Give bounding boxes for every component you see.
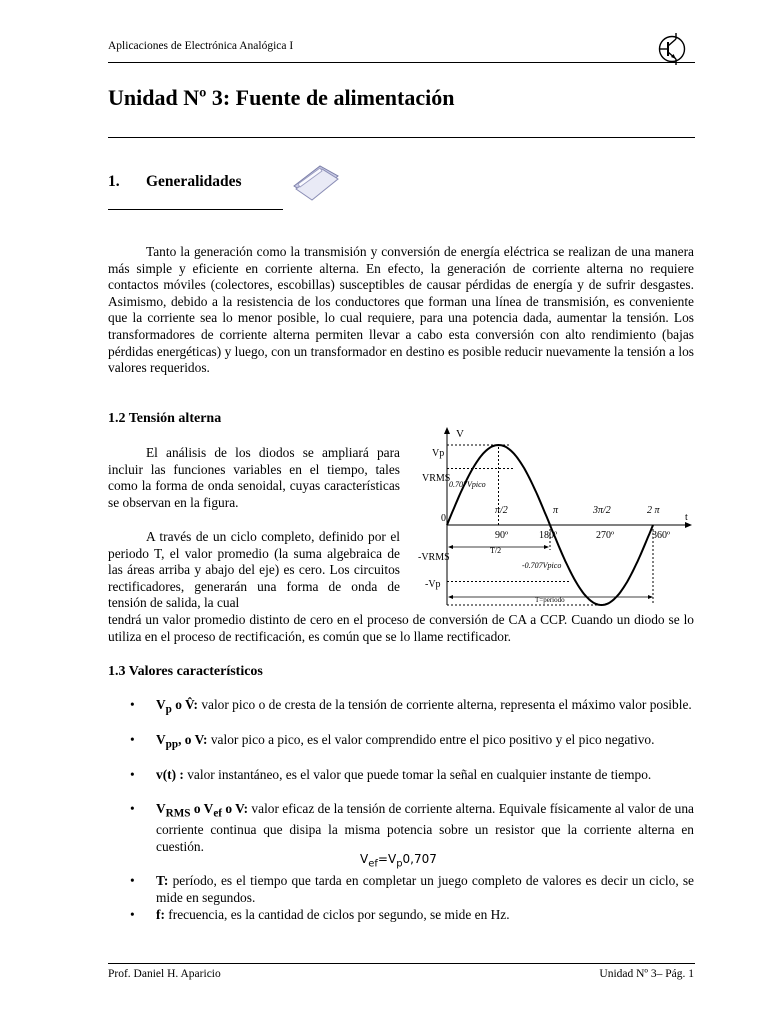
paragraph-ciclo <box>108 529 400 612</box>
pos-rms-annotation: 0.707Vpico <box>449 480 486 489</box>
folder-icon <box>290 162 342 207</box>
formula-vef: $V_{ef}=V_p0,707$ <box>360 852 437 870</box>
y-axis-arrow <box>444 427 450 434</box>
neg-vrms-label: -VRMS <box>418 552 450 563</box>
origin-label: 0 <box>441 513 446 524</box>
period-label: T=periodo <box>535 596 565 604</box>
intro-text: Tanto la generación como la transmisión y conversión de energía eléctrica se realizan de una manera más simple y eficiente en corriente alterna. En efecto, la generación de corriente alterna no requiere contactos móviles (colectores, escobillas) susceptibles de causar pérdidas de energía y de sufrir desgastes. Asimismo, debido a la resistencia de los conductores que forman una línea de transmisión, es conveniente que la corriente sea lo menor posible, lo cual requiere, para una potencia dada, aumentar la tensión. Los transformadores de corriente alterna permiten llevar a cabo esta conversión con alto rendimiento (bajas pérdidas energéticas) y luego, con un transformador en destino es posible reducir nuevamente la tensión a los valores requeridos. <box>108 244 694 376</box>
tick-label-3pi-half: 3π/2 <box>593 505 611 516</box>
section-number: 1. <box>108 173 120 190</box>
half-period-label: T/2 <box>490 546 502 555</box>
paragraph-diodos-text: El análisis de los diodos se ampliará para incluir las funciones variables en el tiempo, tales como la forma de onda senoidal, cuyas características se observan en la figura. <box>108 445 400 510</box>
section-rule <box>108 209 283 210</box>
x-axis-label: t <box>685 512 688 523</box>
paragraph-ciclo-text: A través de un ciclo completo, definido por el periodo T, el valor promedio (la suma algebraica de las áreas arriba y abajo del eje) es cero. Los circuitos rectificadores, generarán una forma de onda de tensión de salida, la cual <box>108 529 400 611</box>
tick-label-180: 180º <box>539 530 558 541</box>
section-heading <box>108 173 242 191</box>
tick-label-pi-half: π/2 <box>495 505 508 516</box>
sine-wave-chart <box>415 425 700 615</box>
list-item-periodo: • T: período, es el tiempo que tarda en completar un juego completo de valores es decir un ciclo, se mide en segundos. <box>130 873 694 905</box>
tick-label-2pi: 2 π <box>647 505 660 516</box>
list-item-vt: • v(t) : valor instantáneo, es el valor que puede tomar la señal en cualquier instante de tiempo. <box>130 767 652 782</box>
y-axis-label: V <box>456 428 464 440</box>
footer-rule <box>108 963 695 964</box>
list-item-vp: • $V_p$ o V̂: valor pico o de cresta de la tensión de corriente alterna, representa el máximo valor posible. <box>130 697 692 716</box>
neg-vp-label: -Vp <box>425 579 441 590</box>
transistor-icon <box>655 33 689 70</box>
list-item-vpp: • $V_{pp}$, o V: valor pico a pico, es el valor comprendido entre el pico positivo y el pico negativo. <box>130 732 655 751</box>
footer-author: Prof. Daniel H. Aparicio <box>108 968 221 980</box>
neg-rms-annotation: -0.707Vpico <box>522 561 562 570</box>
intro-paragraph <box>108 244 694 377</box>
section-title: Generalidades <box>146 173 242 190</box>
page-title: Unidad Nº 3: Fuente de alimentación <box>108 85 455 110</box>
subsection-tension-alterna: 1.2 Tensión alterna <box>108 411 222 426</box>
paragraph-ciclo-continued: tendrá un valor promedio distinto de cero en el proceso de conversión de CA a CCP. Cuando un diodo se lo utiliza en el proceso de rectificación, es común que se lo llame rectificador. <box>108 612 694 644</box>
title-rule <box>108 137 695 138</box>
vp-label: Vp <box>432 448 445 459</box>
list-item-frecuencia: • f: frecuencia, es la cantidad de ciclos por segundo, se mide en Hz. <box>130 907 510 922</box>
tick-label-360: 360º <box>652 530 671 541</box>
list-item-vrms: • $V_{RMS}$ o $V_{ef}$ o V: valor eficaz de la tensión de corriente alterna. Equivale físicamente al valor de una corriente continua que disipa la misma potencia sobre un resistor que la corriente alterna en cuestión. <box>130 801 694 854</box>
running-header: Aplicaciones de Electrónica Analógica I <box>108 40 294 52</box>
subsection-valores: 1.3 Valores característicos <box>108 664 263 679</box>
paragraph-diodos <box>108 445 400 511</box>
vrms-label: VRMS <box>422 473 451 484</box>
footer-page: Unidad Nº 3– Pág. 1 <box>599 968 694 980</box>
tick-label-270: 270º <box>596 530 615 541</box>
tick-label-90: 90º <box>495 530 509 541</box>
tick-label-pi: π <box>553 505 559 516</box>
header-rule <box>108 62 695 63</box>
